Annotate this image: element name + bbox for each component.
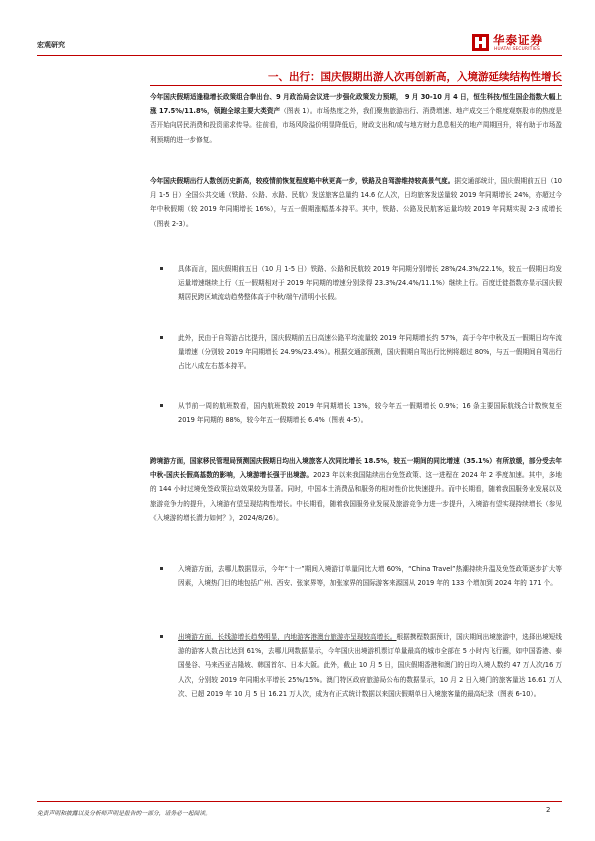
bullet-text: 从节前一周的航班数看，国内航班数较 2019 年同期增长 13%，较今年五一假期增长 0.9%；16 条主要国际航线合计数恢复至 2019 年同期的 88%，较今年五一假期增长 6.4%（图表 4-5）。 — [178, 402, 562, 425]
bullet-text — [178, 562, 562, 590]
bullet-dot-icon — [160, 336, 163, 339]
section-title-divider — [150, 85, 562, 86]
brand-logo — [472, 32, 562, 54]
paragraph-travel-volume — [150, 174, 562, 231]
paragraph-cross-border-body: 2023 年以来我国陆续出台免签政策、这一进程在 2024 年 2 季度加速。其中，多地的 144 小时过境免签政策拉动效果较为显著。同时，中国本土消费品和服务的相对性价比快速提升。而中长期看，随着我国服务业发展以及旅游竞争力的提升，入境游有望呈现结构性增长。中长期看，随着我国服务业发展及旅游竞争力进一步提升，入境游有望实现持续增长（参见《入境游的增长潜力如何？》，2024/8/26）。 — [150, 471, 562, 522]
logo-en-text: HUATAI SECURITIES — [494, 46, 541, 51]
paragraph-intro — [150, 90, 562, 147]
paragraph-cross-border — [150, 454, 562, 525]
paragraph-travel-volume-body: 据交通部统计，国庆假期前五日（10 月 1-5 日）全国公共交通（铁路、公路、水路、民航）发送旅客总量约 14.6 亿人次，日均旅客发送量较 2019 年同期增长 24%，亦超过今年中秋假期（较 2019 年同期增长 16%），与五一假期涨幅基本持平。其中，铁路、公路及民航客运量均较 2019 年同期实现 2-3 成增长（图表 2-3）。 — [150, 177, 562, 228]
bullet-dot-icon — [160, 635, 163, 638]
header-divider — [37, 55, 562, 56]
huatai-logo-icon — [472, 34, 489, 51]
bullet-text: 具体而言，国庆假期前五日（10 月 1-5 日）铁路、公路和民航较 2019 年同期分别增长 28%/24.3%/22.1%，较五一假期日均发运量增速继续上行（五一假期相对于 2019 年同期的增速分别录得 23.3%/24.4%/11.1%）继续上行。百度迁徙指数亦显示国庆假期居民跨区域流动趋势整体高于中秋/端午/清明小长假。 — [178, 265, 562, 302]
logo-cn-text: 华泰证券 — [493, 33, 543, 47]
bullet-body: 根据携程数据预计，国庆期间出境旅游中，选择出境短线游的游客人数占比达到 61%，去哪儿网数据显示，今年国庆出境游机票订单量最高的城市全部在 5 小时内飞行圈，如中国香港、泰国曼谷、马来西亚吉隆坡、韩国首尔、日本大阪。此外，截止 10 月 5 日，国庆假期香港和澳门的日均入境人数约 47 万人次/16 万人次，分别较 2019 年同期水平增长 25%/15%。澳门特区政府旅游局公布的数据显示，10 月 2 日入境门的旅客量达 16.61 万人次、已超 2019 年 10 月 5 日 16.21 万人次，成为有正式统计数据以来国庆假期单日入境旅客量的最高纪录（图表 6-10）。 — [178, 633, 563, 698]
page-number: 2 — [546, 806, 551, 814]
paragraph-travel-volume-lead: 今年国庆假期出行人数创历史新高，较疫情前恢复程度略中秋更高一步，铁路及自驾游维持较高景气度。 — [150, 177, 455, 185]
bullet-dot-icon — [160, 567, 163, 570]
paragraph-intro-lead: 今年国庆假期适逢稳增长政策组合拳出台、9 月政治局会议进一步强化政策发力预期， 9 月 30-10 月 4 日，恒生科技/恒生国企指数大幅上涨 17.5%/11.8%，领跑全球主要大类资产 — [150, 93, 562, 116]
header-section-label: 宏观研究 — [37, 41, 65, 49]
section-title: 一、出行：国庆假期出游人次再创新高，入境游延续结构性增长 — [268, 71, 562, 83]
bullet-underline-lead: 出境游方面，长线游增长趋势明显，内地游客港澳台旅游亦呈现较高增长。 — [178, 633, 397, 641]
bullet-dot-icon — [160, 267, 163, 270]
paragraph-intro-body: （图表 1）。市场热度之外，我们聚焦旅游出行、消费增速、地产成交三个维度观察股市的热度是否开始向居民消费和投资需求传导。往前看，市场风险溢价明显降低后，财政支出和/或与地方财力息息相关的地产周期回升，将有助于市场盈利预期的进一步修复。 — [150, 107, 562, 144]
bullet-text — [178, 630, 562, 701]
footer-divider — [37, 801, 562, 802]
paragraph-cross-border-lead: 跨境游方面，国家移民管理局预测国庆假期日均出入境旅客人次同比增长 18.5%，较五一期间的同比增速（35.1%）有所放缓，部分受去年中秋-国庆长假高基数的影响，入境游增长强于出境游。 — [150, 457, 562, 480]
footer-disclaimer: 免责声明和披露以及分析师声明是报告的一部分，请务必一起阅读。 — [37, 811, 211, 817]
bullet-body: 入境游方面，去哪儿数据显示，今年“十一”期间入境游订单量同比大增 60%，“China Travel”热潮持续升温及免签政策逐步扩大等因素，入境热门目的地包括广州、西安、张家界等，加张家界的国际游客来源国从 2019 年的 133 个增加到 2024 年的 171 个。 — [178, 565, 562, 588]
bullet-text: 此外，民由于自驾游占比提升，国庆假期前五日高速公路平均流量较 2019 年同期增长约 57%，高于今年中秋及五一假期日均车流量增速（分别较 2019 年同期增长 24.9%/23.4%）。根据交通部预测，国庆假期自驾出行比例将超过 80%，与五一假期间自驾出行占比八成左右基本持平。 — [178, 334, 562, 371]
bullet-dot-icon — [160, 404, 163, 407]
